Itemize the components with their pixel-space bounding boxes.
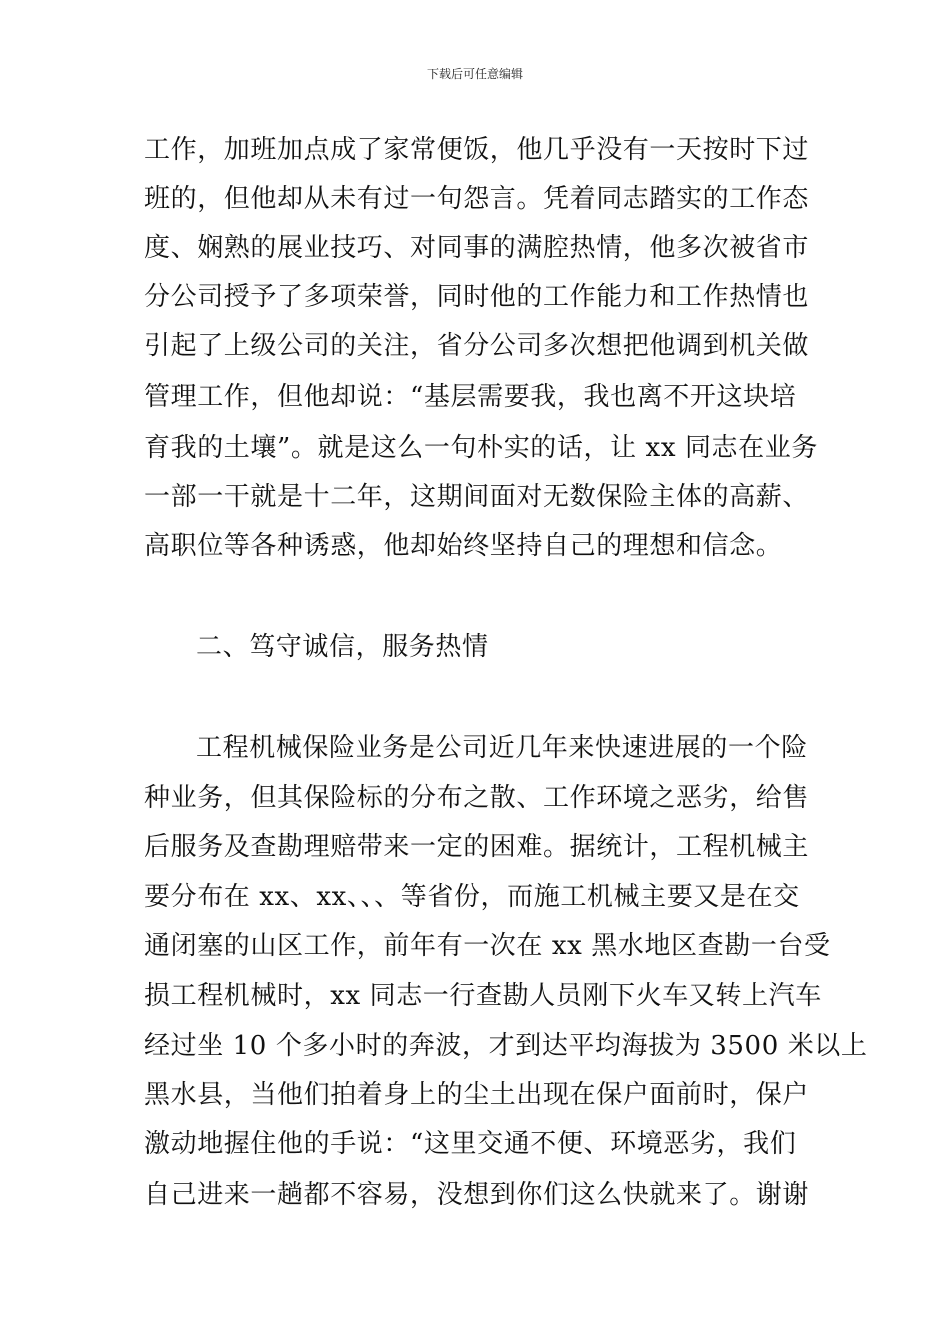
paragraph-line: 育我的土壤”。就是这么一句朴实的话，让 xx 同志在业务 (144, 433, 818, 463)
paragraph-line: 班的，但他却从未有过一句怨言。凭着同志踏实的工作态 (144, 184, 810, 214)
paragraph-line: 管理工作，但他却说：“基层需要我，我也离不开这块培 (144, 382, 797, 412)
paragraph-line: 一部一干就是十二年，这期间面对无数保险主体的高薪、 (144, 482, 810, 512)
paragraph-line: 通闭塞的山区工作，前年有一次在 xx 黑水地区查勘一台受 (144, 931, 831, 961)
paragraph-line: 后服务及查勘理赔带来一定的困难。据统计，工程机械主 (144, 832, 810, 862)
paragraph-line: 工程机械保险业务是公司近几年来快速进展的一个险 (196, 733, 808, 763)
paragraph-line: 激动地握住他的手说：“这里交通不便、环境恶劣，我们 (144, 1129, 797, 1159)
paragraph-line: 工作，加班加点成了家常便饭，他几乎没有一天按时下过 (144, 135, 810, 165)
paragraph-line: 分公司授予了多项荣誉，同时他的工作能力和工作热情也 (144, 282, 810, 312)
paragraph-line: 引起了上级公司的关注，省分公司多次想把他调到机关做 (144, 331, 810, 361)
paragraph-line: 度、娴熟的展业技巧、对同事的满腔热情，他多次被省市 (144, 233, 810, 263)
paragraph-line: 高职位等各种诱惑，他却始终坚持自己的理想和信念。 (144, 531, 783, 561)
paragraph-line: 种业务，但其保险标的分布之散、工作环境之恶劣，给售 (144, 783, 810, 813)
paragraph-line: 黑水县，当他们拍着身上的尘土出现在保户面前时，保户 (144, 1080, 810, 1110)
paragraph-line: 经过坐 10 个多小时的奔波，才到达平均海拔为 3500 米以上 (144, 1031, 868, 1061)
page-header: 下载后可任意编辑 (426, 67, 523, 81)
paragraph-line: 损工程机械时，xx 同志一行查勘人员刚下火车又转上汽车 (144, 981, 822, 1011)
paragraph-line: 自己进来一趟都不容易，没想到你们这么快就来了。谢谢 (144, 1180, 810, 1210)
paragraph-line: 要分布在 xx、xx、、、等省份，而施工机械主要又是在交 (144, 882, 800, 912)
section-heading: 二、笃守诚信，服务热情 (196, 632, 489, 662)
